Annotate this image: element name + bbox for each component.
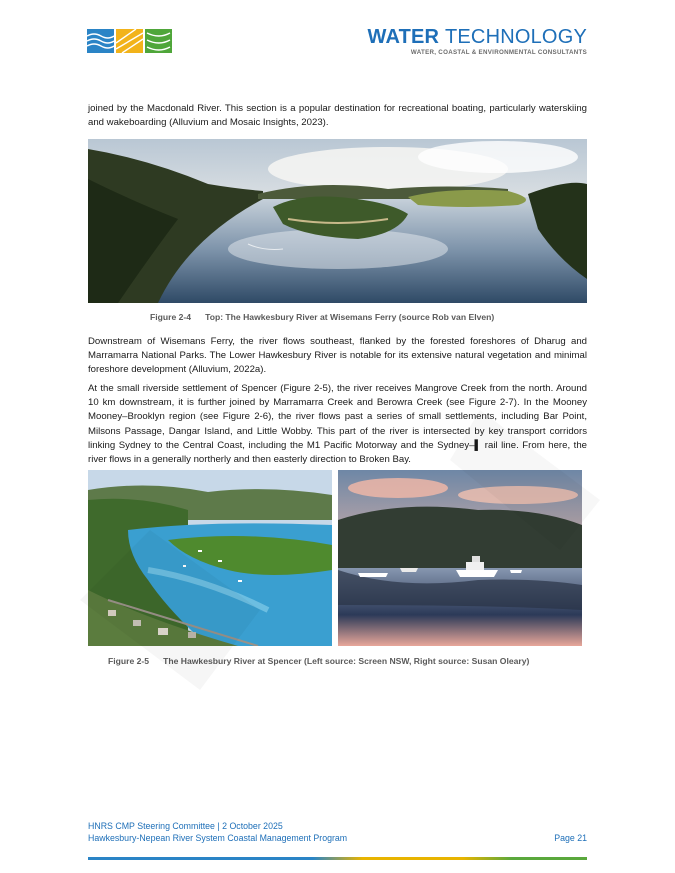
sun-logo-icon: [116, 29, 143, 53]
footer-rule: [88, 847, 587, 850]
spencer-aerial-photo: [88, 470, 332, 646]
figure-2-4-number: Figure 2-4: [150, 312, 192, 322]
wisemans-ferry-photo: [88, 139, 587, 303]
paragraph-3: At the small riverside settlement of Spencer (Figure 2-5), the river receives Mangrove Creek from the north. Around 10 km downstream, it is further joined by Marramarra Creek and Berowra Creek (see Figure 2-7). In the Mooney Mooney–Brooklyn region (see Figure 2-6), the river flows past a series of small settlements, including Bar Point, Milsons Passage, Dangar Island, and Little Wobby. This part of the river is intersected by key transport corridors linking Sydney to the Central Coast, including the M1 Pacific Motorway and the Sydney–▌ rail line. From here, the river flows in a generally northerly and then easterly direction to Broken Bay.: [88, 383, 587, 466]
brand-title: [367, 26, 587, 48]
wave-logo-icon: [87, 29, 114, 53]
brand-light: TECHNOLOGY: [444, 26, 587, 48]
footer-line-1: HNRS CMP Steering Committee | 2 October 2025: [88, 821, 283, 831]
figure-2-4-text: Top: The Hawkesbury River at Wisemans Ferry (source Rob van Elven): [205, 312, 495, 322]
brand-wordmark: [367, 26, 587, 56]
paragraph-2: Downstream of Wisemans Ferry, the river flows southeast, flanked by the forested foreshores of Dharug and Marramarra National Parks. The Lower Hawkesbury River is notable for its extensive natural vegetation and minimal foreshore development (Alluvium, 2022a).: [88, 336, 587, 376]
figure-2-4-caption: [150, 312, 494, 322]
figure-2-5-caption: [108, 656, 529, 666]
figure-2-5-text: The Hawkesbury River at Spencer (Left source: Screen NSW, Right source: Susan Oleary): [163, 656, 530, 666]
brand-bold: WATER: [367, 26, 440, 48]
figure-2-5-number: Figure 2-5: [108, 656, 150, 666]
paragraph-1: joined by the Macdonald River. This section is a popular destination for recreational boating, particularly waterskiing and wakeboarding (Alluvium and Mosaic Insights, 2023).: [88, 103, 587, 129]
logo-tiles: [87, 29, 172, 53]
leaf-logo-icon: [145, 29, 172, 53]
brand-subtitle: WATER, COASTAL & ENVIRONMENTAL CONSULTANTS: [410, 49, 587, 56]
page-number: Page 21: [554, 833, 587, 843]
spencer-boats-photo: [338, 470, 582, 646]
footer-line-2: Hawkesbury-Nepean River System Coastal Management Program: [88, 832, 348, 843]
footer-text: [88, 821, 347, 844]
